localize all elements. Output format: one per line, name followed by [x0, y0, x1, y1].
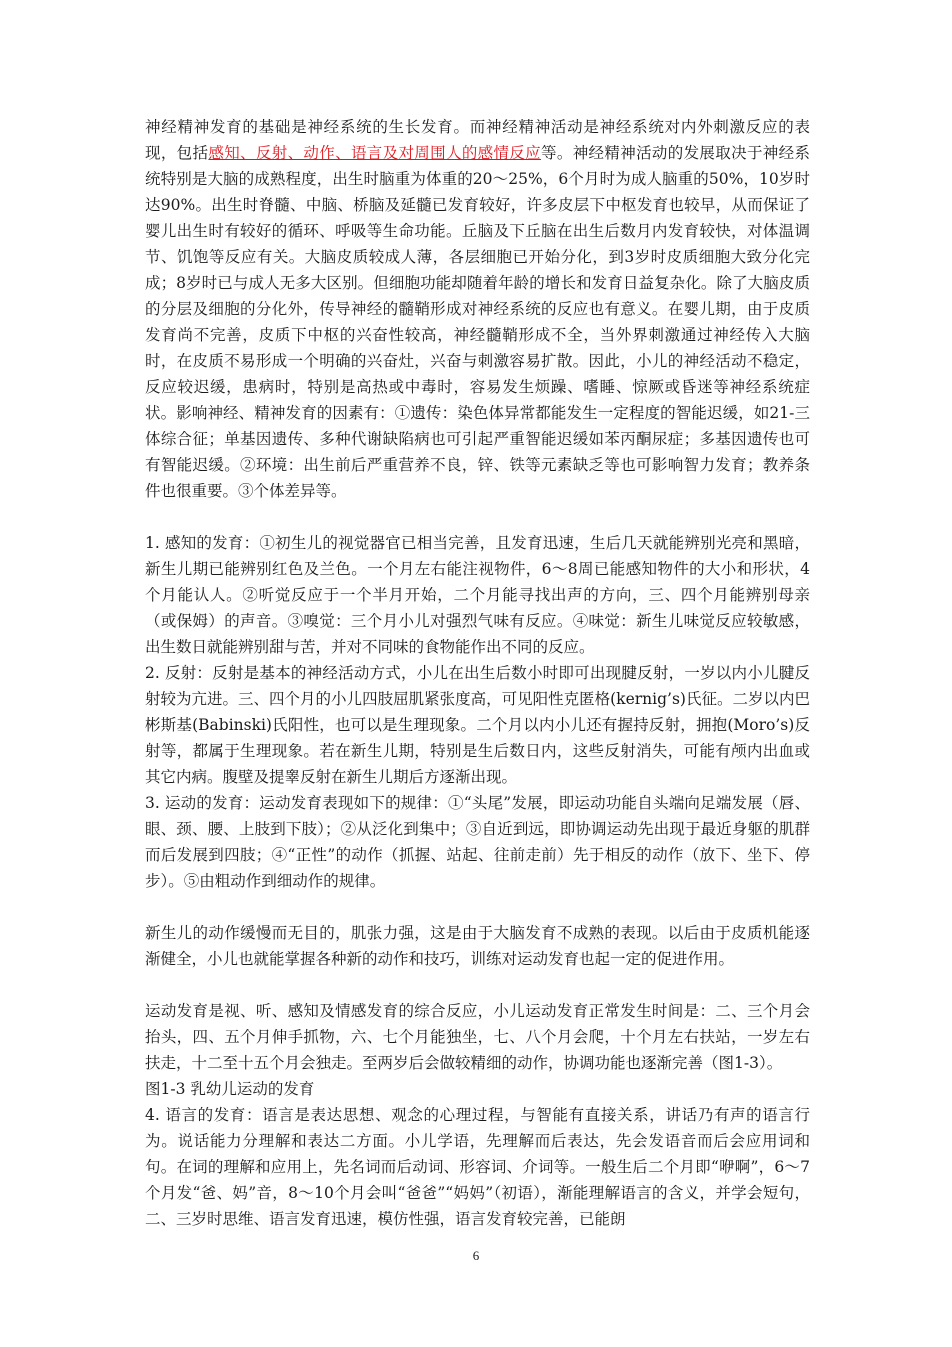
paragraph-motor-milestones: 运动发育是视、听、感知及情感发育的综合反应，小儿运动发育正常发生时间是：二、三个月会抬头，四、五个月伸手抓物，六、七个月能独坐，七、八个月会爬，十个月左右扶站，一岁左右扶走，十二至十五个月会独走。至两岁后会做较精细的动作，协调功能也逐渐完善（图1-3）。 — [145, 1002, 810, 1072]
p1-text-before: 神经精神发育的基础是神经系统的生长发育。而神经精神活动是神经系统对内外刺激反应的表现，包括 — [145, 118, 810, 162]
paragraph-language: 4. 语言的发育：语言是表达思想、观念的心理过程，与智能有直接关系，讲话乃有声的语言行为。说话能力分理解和表达二方面。小儿学语，先理解而后表达，先会发语音而后会应用词和句。在词的理解和应用上，先名词而后动词、形容词、介词等。一般生后二个月即“咿啊”，6～7个月发“爸、妈”音，8～10个月会叫“爸爸”“妈妈”（初语），渐能理解语言的含义，并学会短句，二、三岁时思维、语言发育迅速，模仿性强，语言发育较完善，已能朗 — [145, 1106, 810, 1228]
paragraph-perception: 1. 感知的发育：①初生儿的视觉器官已相当完善，且发育迅速，生后几天就能辨别光亮和黑暗，新生儿期已能辨别红色及兰色。一个月左右能注视物件，6～8周已能感知物件的大小和形状，4个月能认人。②听觉反应于一个半月开始，二个月能寻找出声的方向，三、四个月能辨别母亲（或保姆）的声音。③嗅觉：三个月小儿对强烈气味有反应。④味觉：新生儿味觉反应较敏感，出生数日就能辨别甜与苦，并对不同味的食物能作出不同的反应。 — [145, 534, 810, 656]
paragraph-spacer — [145, 504, 810, 530]
paragraph-neural-development — [145, 114, 810, 504]
paragraph-reflex: 2. 反射：反射是基本的神经活动方式，小儿在出生后数小时即可出现腱反射，一岁以内小儿腱反射较为亢进。三、四个月的小儿四肢屈肌紧张度高，可见阳性克匿格(kernig’s)氏征。二岁以内巴彬斯基(Babinski)氏阳性，也可以是生理现象。二个月以内小儿还有握持反射，拥抱(Moro’s)反射等，都属于生理现象。若在新生儿期，特别是生后数日内，这些反射消失，可能有颅内出血或其它内病。腹壁及提睾反射在新生儿期后方逐渐出现。 — [145, 664, 810, 786]
figure-caption: 图1-3 乳幼儿运动的发育 — [145, 1080, 315, 1098]
highlighted-phrase: 感知、反射、动作、语言及对周围人的感情反应 — [208, 144, 542, 162]
paragraph-spacer — [145, 972, 810, 998]
document-body — [145, 114, 810, 1232]
paragraph-newborn-movement: 新生儿的动作缓慢而无目的，肌张力强，这是由于大脑发育不成熟的表现。以后由于皮质机能逐渐健全，小儿也就能掌握各种新的动作和技巧，训练对运动发育也起一定的促进作用。 — [145, 924, 810, 968]
paragraph-motor: 3. 运动的发育：运动发育表现如下的规律：①“头尾”发展，即运动功能自头端向足端发展（唇、眼、颈、腰、上肢到下肢）；②从泛化到集中；③自近到远，即协调运动先出现于最近身躯的肌群而后发展到四肢；④“正性”的动作（抓握、站起、往前走前）先于相反的动作（放下、坐下、停步）。⑤由粗动作到细动作的规律。 — [145, 794, 810, 890]
page-number: 6 — [472, 1248, 480, 1263]
paragraph-spacer — [145, 894, 810, 920]
p1-text-after: 等。神经精神活动的发展取决于神经系统特别是大脑的成熟程度，出生时脑重为体重的20～25%，6个月时为成人脑重的50%，10岁时达90%。出生时脊髓、中脑、桥脑及延髓已发育较好，许多皮层下中枢发育也较早，从而保证了婴儿出生时有较好的循环、呼吸等生命功能。丘脑及下丘脑在出生后数月内发育较快，对体温调节、饥饱等反应有关。大脑皮质较成人薄，各层细胞已开始分化，到3岁时皮质细胞大致分化完成；8岁时已与成人无多大区别。但细胞功能却随着年龄的增长和发育日益复杂化。除了大脑皮质的分层及细胞的分化外，传导神经的髓鞘形成对神经系统的反应也有意义。在婴儿期，由于皮质发育尚不完善，皮质下中枢的兴奋性较高，神经髓鞘形成不全，当外界刺激通过神经传入大脑时，在皮质不易形成一个明确的兴奋灶，兴奋与刺激容易扩散。因此，小儿的神经活动不稳定，反应较迟缓，患病时，特别是高热或中毒时，容易发生烦躁、嗜睡、惊厥或昏迷等神经系统症状。影响神经、精神发育的因素有：①遗传：染色体异常都能发生一定程度的智能迟缓，如21-三体综合征；单基因遗传、多种代谢缺陷病也可引起严重智能迟缓如苯丙酮尿症；多基因遗传也可有智能迟缓。②环境：出生前后严重营养不良，锌、铁等元素缺乏等也可影响智力发育；教养条件也很重要。③个体差异等。 — [145, 144, 810, 500]
